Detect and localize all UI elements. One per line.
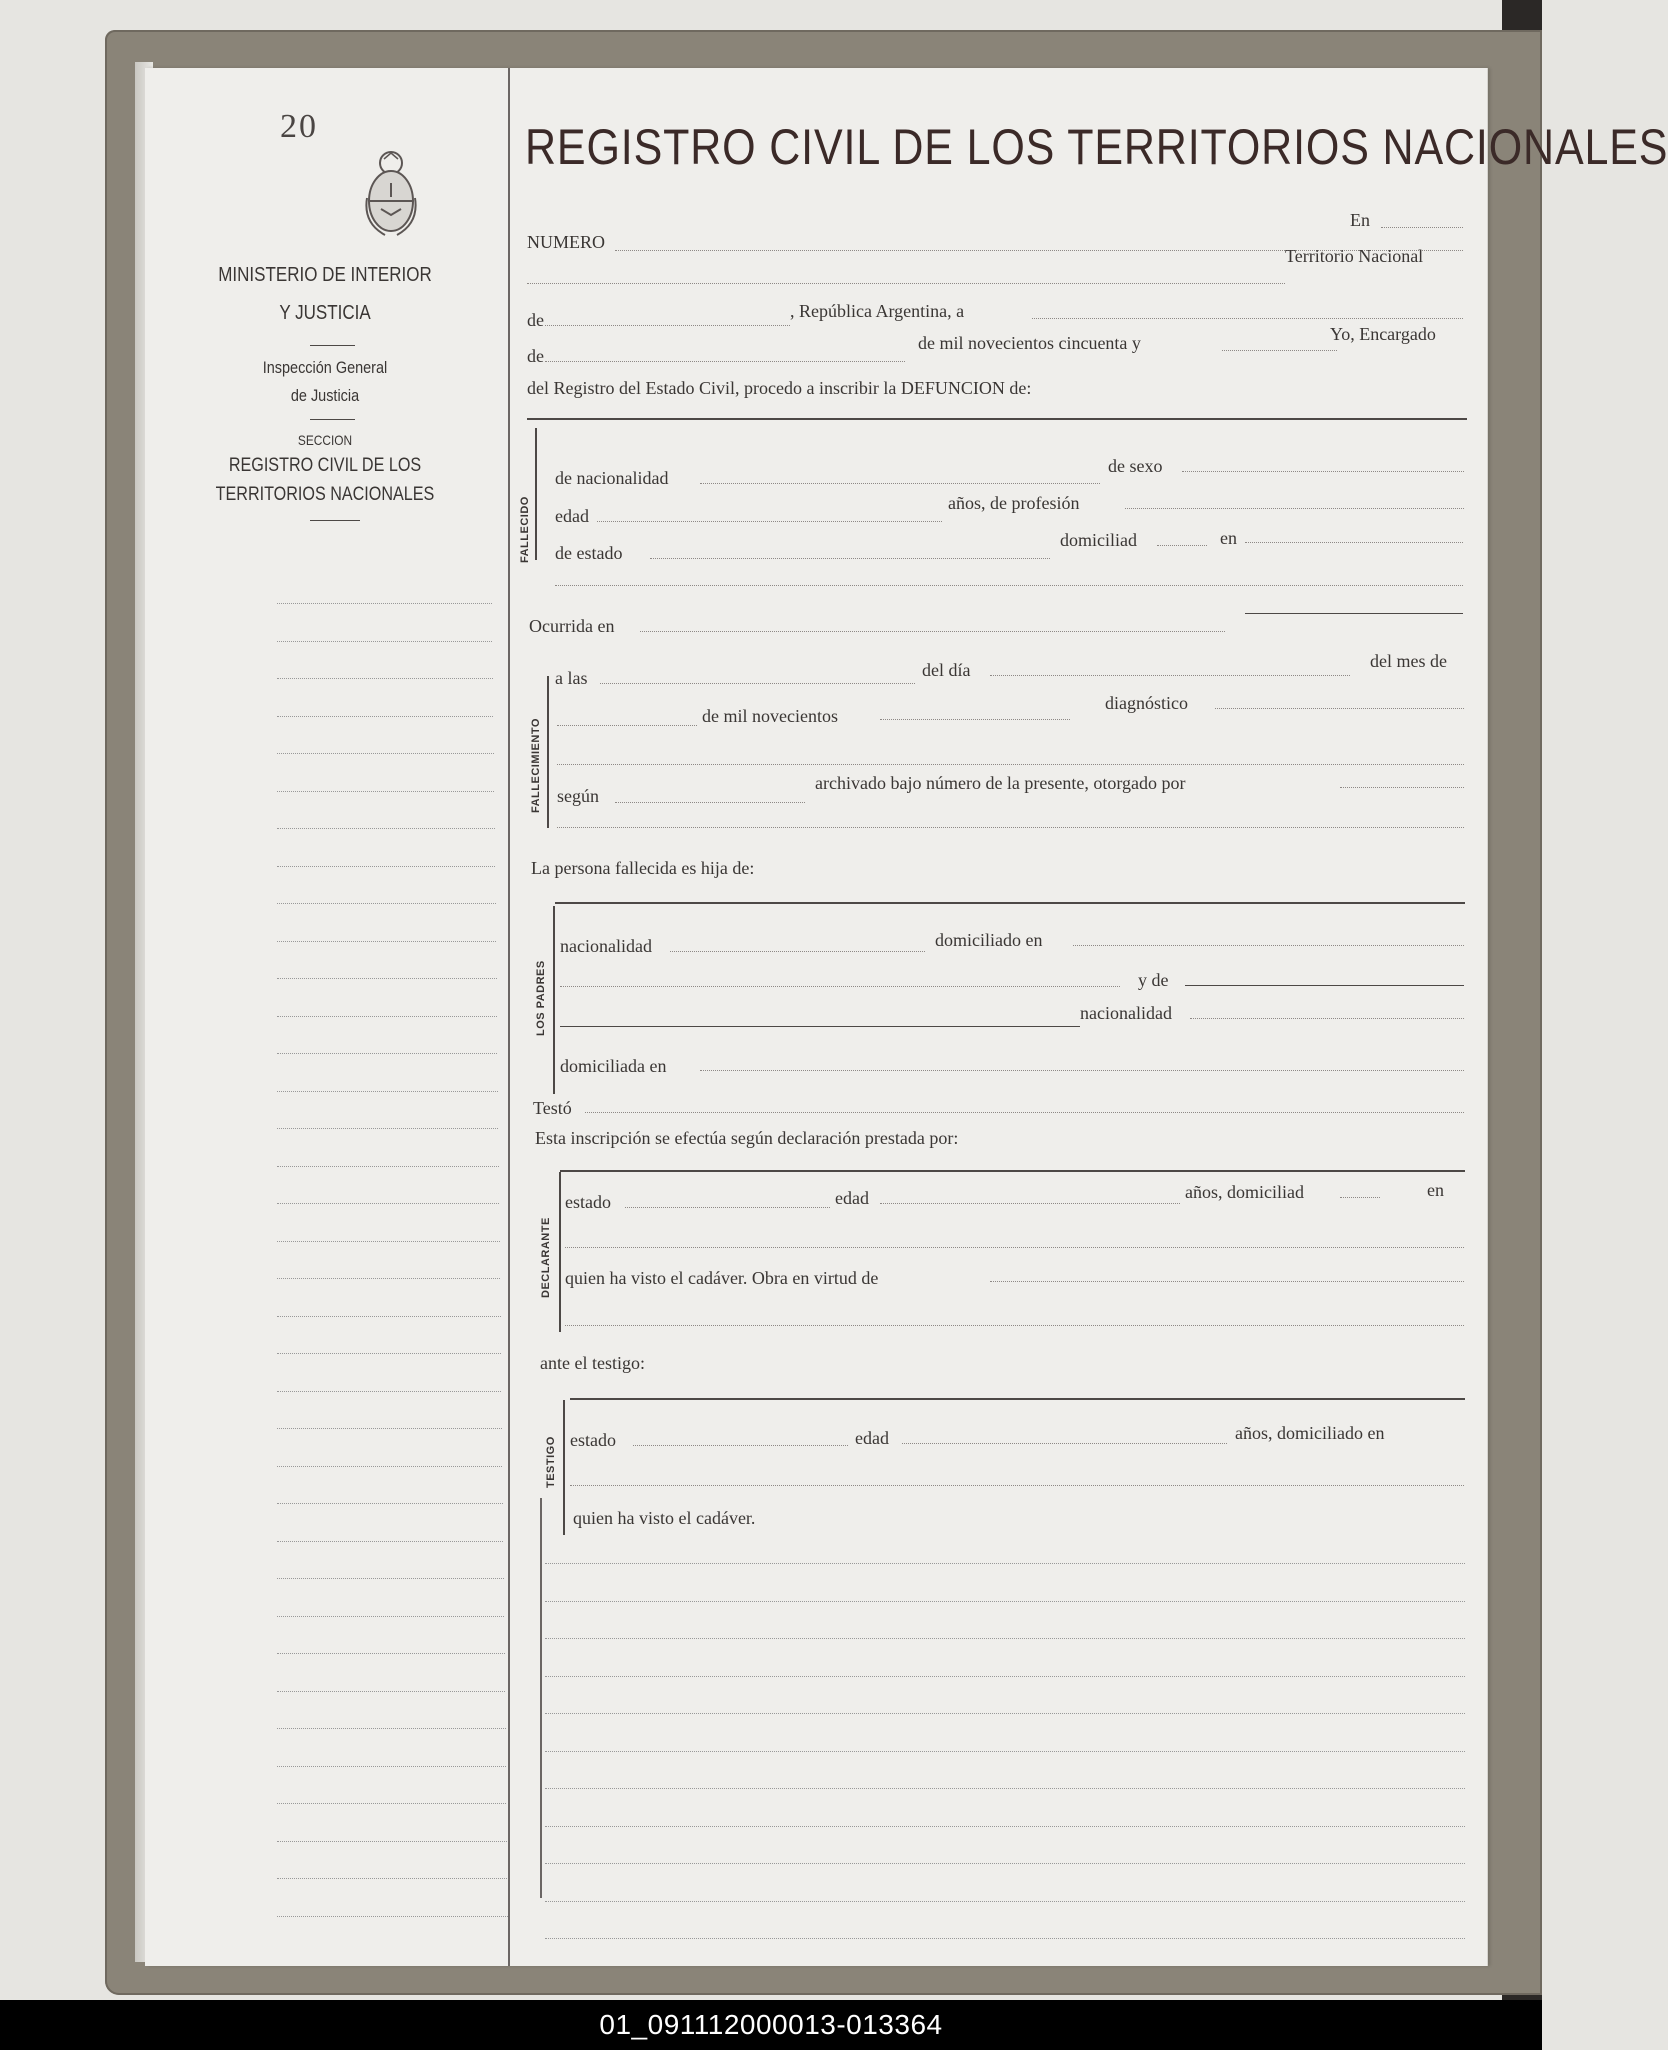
profesion-field[interactable] — [1125, 507, 1464, 509]
madre-domicilio-field[interactable] — [700, 1069, 1464, 1071]
del-dia-label: del día — [922, 660, 971, 680]
section-line2: TERRITORIOS NACIONALES — [215, 484, 435, 505]
notes-ruled-line[interactable] — [545, 1676, 1465, 1677]
mes-field[interactable] — [557, 724, 697, 726]
yo-label: Yo, Encargado — [1330, 324, 1436, 344]
notes-ruled-line[interactable] — [545, 1901, 1465, 1902]
domiciliad-field[interactable] — [1157, 544, 1207, 546]
margin-ruled-line[interactable] — [277, 941, 496, 942]
en-label: En — [1350, 210, 1370, 230]
diagnostico-line2[interactable] — [557, 763, 1464, 765]
divider — [310, 419, 355, 420]
margin-ruled-line[interactable] — [277, 1878, 507, 1879]
margin-ruled-line[interactable] — [277, 1316, 501, 1317]
padre-name-line[interactable] — [555, 902, 1465, 904]
divider — [310, 345, 355, 346]
mil-novecientos-label: de mil novecientos — [702, 706, 838, 726]
notes-ruled-line[interactable] — [545, 1863, 1465, 1864]
ocurrida-label: Ocurrida en — [529, 616, 615, 636]
margin-ruled-line[interactable] — [277, 903, 496, 904]
dia-field[interactable] — [990, 674, 1350, 676]
madre-name-line2[interactable] — [560, 1026, 1080, 1027]
madre-domiciliada-label: domiciliada en — [560, 1056, 667, 1076]
column-separator — [508, 68, 510, 1966]
sexo-field[interactable] — [1182, 470, 1464, 472]
padre-domiciliado-label: domiciliado en — [935, 930, 1043, 950]
domiciliad-label: domiciliad — [1060, 530, 1137, 550]
nacionalidad-field[interactable] — [700, 482, 1100, 484]
notes-ruled-line[interactable] — [545, 1938, 1465, 1939]
margin-ruled-line[interactable] — [277, 1391, 501, 1392]
segun-field[interactable] — [615, 801, 805, 803]
padre-nacionalidad-field[interactable] — [670, 950, 925, 952]
de2-label: de — [527, 346, 544, 366]
inspection-line2: de Justicia — [290, 386, 360, 405]
margin-ruled-line[interactable] — [277, 866, 495, 867]
declarante-en-label: en — [1427, 1180, 1444, 1200]
margin-ruled-line[interactable] — [277, 1053, 497, 1054]
segun-label: según — [557, 786, 599, 806]
inscripcion-label: Esta inscripción se efectúa según declaración prestada por: — [535, 1128, 959, 1148]
ante-label: ante el testigo: — [540, 1353, 645, 1373]
hija-label: La persona fallecida es hija de: — [531, 858, 755, 878]
nacionalidad-label: de nacionalidad — [555, 468, 669, 488]
declarante-name-line[interactable] — [560, 1170, 1465, 1172]
testigo-quien-label: quien ha visto el cadáver. — [573, 1508, 756, 1528]
margin-ruled-line[interactable] — [277, 603, 492, 604]
notes-separator — [540, 1498, 542, 1898]
y-de-label: y de — [1138, 970, 1169, 990]
testigo-domicilio-line[interactable] — [570, 1484, 1464, 1486]
form-title: REGISTRO CIVIL DE LOS TERRITORIOS NACIONALES — [525, 119, 1668, 175]
notes-ruled-line[interactable] — [545, 1713, 1465, 1714]
diagnostico-label: diagnóstico — [1105, 693, 1188, 713]
ocurrida-field[interactable] — [640, 630, 1225, 632]
section-bar — [563, 1400, 565, 1535]
a-las-label: a las — [555, 668, 588, 688]
registro-line: del Registro del Estado Civil, procedo a inscribir la DEFUNCION de: — [527, 378, 1032, 398]
padres-label: LOS PADRES — [535, 960, 547, 1036]
margin-ruled-line[interactable] — [277, 1578, 504, 1579]
notes-ruled-line[interactable] — [545, 1788, 1465, 1789]
madre-name-field[interactable] — [1185, 985, 1464, 986]
testigo-label: TESTIGO — [545, 1436, 557, 1488]
hora-field[interactable] — [600, 682, 915, 684]
padre-domicilio-line2[interactable] — [560, 985, 1120, 987]
register-page — [145, 68, 1668, 1966]
testigo-edad-label: edad — [855, 1428, 889, 1448]
margin-ruled-line[interactable] — [277, 1653, 505, 1654]
margin-ruled-line[interactable] — [277, 978, 497, 979]
otorgado-field[interactable] — [1340, 786, 1464, 788]
edad-field[interactable] — [597, 520, 942, 522]
declarante-quien-label: quien ha visto el cadáver. Obra en virtud de — [565, 1268, 879, 1288]
domicilio-field[interactable] — [1245, 541, 1463, 543]
notes-ruled-line[interactable] — [545, 1601, 1465, 1602]
testigo-estado-field[interactable] — [633, 1444, 848, 1446]
testigo-anos-label: años, domiciliado en — [1235, 1423, 1385, 1443]
margin-ruled-line[interactable] — [277, 1841, 507, 1842]
otorgado-line2[interactable] — [557, 826, 1464, 828]
margin-ruled-line[interactable] — [277, 1691, 505, 1692]
margin-ruled-line[interactable] — [277, 1091, 498, 1092]
mil-label: de mil novecientos cincuenta y — [918, 333, 1141, 353]
padre-nacionalidad-label: nacionalidad — [560, 936, 652, 956]
ministry-line2: Y JUSTICIA — [279, 302, 371, 324]
obra-virtud-field[interactable] — [990, 1280, 1464, 1282]
margin-ruled-line[interactable] — [277, 678, 493, 679]
margin-ruled-line[interactable] — [277, 1541, 503, 1542]
estado-label: de estado — [555, 543, 623, 563]
margin-ruled-line[interactable] — [277, 1166, 499, 1167]
testo-field[interactable] — [585, 1111, 1464, 1113]
coat-of-arms-icon — [355, 143, 427, 243]
margin-ruled-line[interactable] — [277, 1128, 498, 1129]
madre-nacionalidad-label: nacionalidad — [1080, 1003, 1172, 1023]
margin-ruled-line[interactable] — [277, 1203, 499, 1204]
divider — [310, 520, 360, 521]
section-bar — [535, 428, 537, 560]
notes-ruled-line[interactable] — [545, 1563, 1465, 1564]
section-bar — [547, 676, 549, 828]
margin-ruled-line[interactable] — [277, 828, 495, 829]
testigo-estado-label: estado — [570, 1430, 616, 1450]
margin-ruled-line[interactable] — [277, 753, 494, 754]
margin-ruled-line[interactable] — [277, 641, 492, 642]
name-line[interactable] — [527, 418, 1467, 420]
declarante-domicilio-line[interactable] — [565, 1246, 1464, 1248]
declarante-edad-field[interactable] — [880, 1202, 1180, 1204]
date-field[interactable] — [1032, 317, 1463, 319]
estado-field[interactable] — [650, 557, 1050, 559]
margin-ruled-line[interactable] — [277, 1803, 506, 1804]
margin-column — [145, 68, 510, 1966]
declarante-estado-field[interactable] — [625, 1206, 830, 1208]
de-label: de — [527, 310, 544, 330]
en-label-2: en — [1220, 528, 1237, 548]
section-line1: REGISTRO CIVIL DE LOS — [228, 455, 422, 476]
republica-label: , República Argentina, a — [790, 301, 965, 321]
margin-ruled-line[interactable] — [277, 1241, 500, 1242]
de-field[interactable] — [545, 324, 790, 326]
obra-virtud-line2[interactable] — [565, 1324, 1464, 1326]
fallecimiento-label: FALLECIMIENTO — [530, 718, 542, 813]
margin-ruled-line[interactable] — [277, 1916, 508, 1917]
fallecido-label: FALLECIDO — [519, 496, 531, 563]
territorio-label: Territorio Nacional — [1285, 246, 1424, 266]
notes-ruled-line[interactable] — [545, 1638, 1465, 1639]
margin-ruled-line[interactable] — [277, 1016, 497, 1017]
page-number: 20 — [280, 108, 318, 145]
ministry-line1: MINISTERIO DE INTERIOR — [218, 264, 432, 286]
declarante-edad-label: edad — [835, 1188, 869, 1208]
margin-ruled-line[interactable] — [277, 1616, 504, 1617]
margin-ruled-line[interactable] — [277, 716, 493, 717]
margin-ruled-line[interactable] — [277, 1728, 506, 1729]
archivado-label: archivado bajo número de la presente, otorgado por — [815, 773, 1186, 793]
testigo-name-line[interactable] — [570, 1398, 1465, 1400]
margin-ruled-line[interactable] — [277, 1766, 506, 1767]
margin-ruled-line[interactable] — [277, 1503, 503, 1504]
month-field[interactable] — [545, 360, 905, 362]
notes-ruled-line[interactable] — [545, 1826, 1465, 1827]
en-field[interactable] — [1381, 226, 1463, 228]
testo-label: Testó — [533, 1098, 572, 1118]
notes-ruled-line[interactable] — [545, 1751, 1465, 1752]
margin-ruled-line[interactable] — [277, 1278, 500, 1279]
profesion-label: años, de profesión — [948, 493, 1080, 513]
margin-ruled-line[interactable] — [277, 791, 494, 792]
section-bar — [559, 1172, 561, 1332]
inspection-line1: Inspección General — [262, 358, 388, 377]
ocurrida-field-2[interactable] — [1245, 613, 1463, 614]
declarante-label: DECLARANTE — [540, 1217, 552, 1298]
numero-label: NUMERO — [527, 232, 606, 252]
section-label: SECCION — [297, 432, 353, 448]
declarante-anos-label: años, domiciliad — [1185, 1182, 1304, 1202]
section-bar — [553, 906, 555, 1094]
territory-field[interactable] — [527, 282, 1285, 284]
anio-field[interactable] — [880, 718, 1070, 720]
year-field[interactable] — [1222, 349, 1337, 351]
image-id-caption: 01_091112000013-013364 — [0, 2000, 1542, 2050]
del-mes-label: del mes de — [1370, 651, 1447, 671]
margin-ruled-line[interactable] — [277, 1428, 502, 1429]
domicilio-line2[interactable] — [555, 584, 1463, 586]
margin-ruled-line[interactable] — [277, 1466, 502, 1467]
diagnostico-field[interactable] — [1215, 707, 1464, 709]
testigo-edad-field[interactable] — [902, 1442, 1227, 1444]
padre-domicilio-field[interactable] — [1073, 944, 1464, 946]
sexo-label: de sexo — [1108, 456, 1163, 476]
madre-nacionalidad-field[interactable] — [1190, 1017, 1464, 1019]
declarante-estado-label: estado — [565, 1192, 611, 1212]
edad-label: edad — [555, 506, 589, 526]
margin-ruled-line[interactable] — [277, 1353, 501, 1354]
declarante-domiciliad-field[interactable] — [1340, 1196, 1380, 1198]
